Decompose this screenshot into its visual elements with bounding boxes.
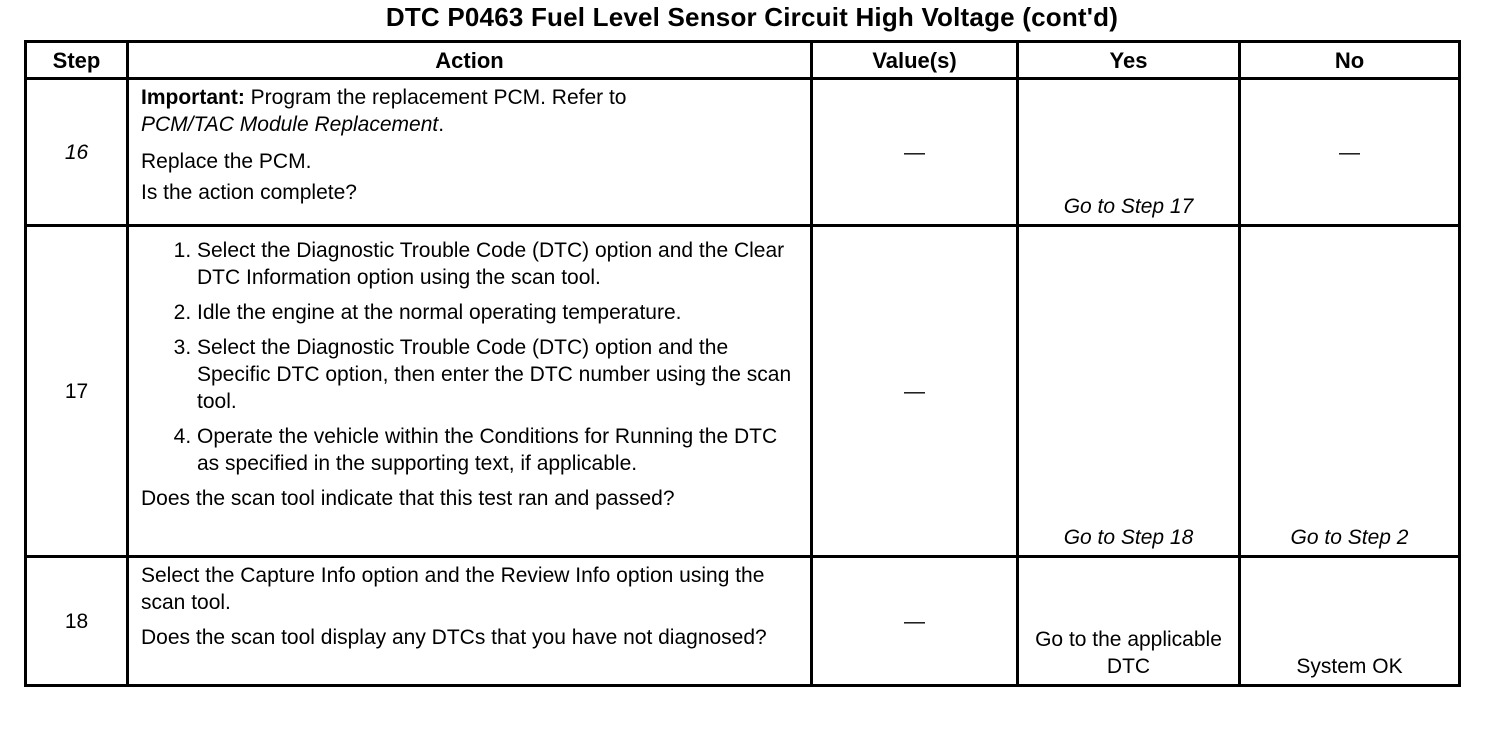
- value-cell: —: [812, 79, 1018, 226]
- no-cell: System OK: [1240, 557, 1460, 686]
- header-values: Value(s): [812, 42, 1018, 79]
- question-text: Does the scan tool indicate that this test ran and passed?: [141, 487, 675, 510]
- page-title: DTC P0463 Fuel Level Sensor Circuit High Voltage (cont'd): [385, 2, 1119, 32]
- list-item: 1. Select the Diagnostic Trouble Code (DTC) option and the Clear DTC Information option using the scan tool.: [197, 237, 800, 291]
- important-text: Program the replacement PCM. Refer to: [244, 86, 627, 109]
- header-no: No: [1240, 42, 1460, 79]
- step-number: 17: [26, 226, 128, 557]
- action-cell: [128, 79, 812, 226]
- header-step: Step: [26, 42, 128, 79]
- action-cell: [128, 557, 812, 686]
- no-cell: Go to Step 2: [1240, 226, 1460, 557]
- yes-cell: Go to Step 18: [1018, 226, 1240, 557]
- step-number: 18: [26, 557, 128, 686]
- procedure-list: [141, 237, 800, 477]
- reference-suffix: .: [438, 113, 445, 136]
- question-text: Does the scan tool display any DTCs that you have not diagnosed?: [141, 626, 767, 649]
- header-action: Action: [128, 42, 812, 79]
- table-row: [26, 557, 1460, 686]
- reference-link: PCM/TAC Module Replacement: [141, 113, 439, 136]
- table-row: [26, 79, 1460, 226]
- question-text: Is the action complete?: [141, 181, 357, 204]
- instruction-text: Replace the PCM.: [141, 150, 312, 173]
- value-cell: —: [812, 226, 1018, 557]
- value-cell: —: [812, 557, 1018, 686]
- list-item: 4. Operate the vehicle within the Conditions for Running the DTC as specified in the supporting text, if applicable.: [197, 423, 800, 477]
- important-label: Important:: [141, 86, 245, 109]
- yes-cell: Go to the applicable DTC: [1018, 557, 1240, 686]
- list-item: 2. Idle the engine at the normal operating temperature.: [197, 299, 800, 326]
- step-number: 16: [26, 79, 128, 226]
- action-cell: [128, 226, 812, 557]
- header-yes: Yes: [1018, 42, 1240, 79]
- yes-cell: Go to Step 17: [1018, 79, 1240, 226]
- no-cell: —: [1240, 79, 1460, 226]
- diagnostic-table: [24, 40, 1461, 687]
- list-item: 3. Select the Diagnostic Trouble Code (DTC) option and the Specific DTC option, then enter the DTC number using the scan tool.: [197, 334, 800, 415]
- table-header-row: [26, 42, 1460, 79]
- table-row: [26, 226, 1460, 557]
- important-note: [141, 84, 800, 138]
- instruction-text: Select the Capture Info option and the Review Info option using the scan tool.: [141, 564, 765, 614]
